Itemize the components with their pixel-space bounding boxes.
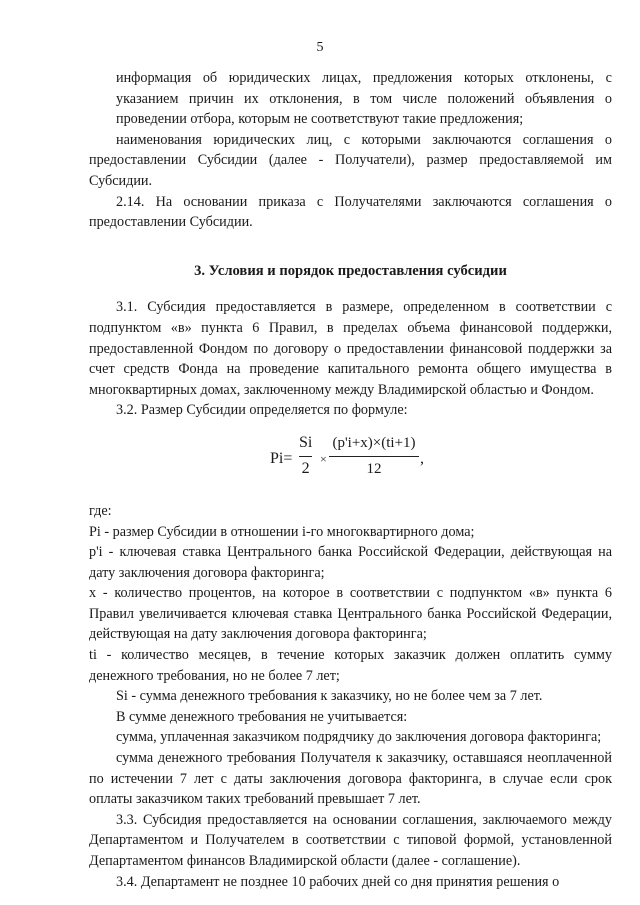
definition: Si - сумма денежного требования к заказчику, но не более чем за 7 лет. xyxy=(116,688,543,705)
paragraph: сумма денежного требования Получателя к заказчику, оставшаяся неоплаченной по истечении 7 лет с даты заключения договора факторинга, в случае если срок оплаты заказчиком таких требований превышает 7 лет. xyxy=(89,750,612,808)
definition: Pi - размер Субсидии в отношении i-го многоквартирного дома; xyxy=(89,523,475,540)
section-heading: 3. Условия и порядок предоставления субсидии xyxy=(194,262,507,279)
paragraph: 3.3. Субсидия предоставляется на основании соглашения, заключаемого между Департаментом и Получателем в соответствии с типовой формой, установленной Департаментом финансов Владимирской области (далее - соглашение). xyxy=(89,811,612,869)
paragraph: сумма, уплаченная заказчиком подрядчику до заключения договора факторинга; xyxy=(116,729,602,746)
page-number: 5 xyxy=(316,40,324,55)
subsidy-formula xyxy=(116,427,612,495)
formula-times: × xyxy=(320,451,327,466)
paragraph: наименования юридических лиц, с которыми заключаются соглашения о предоставлении Субсидии (далее - Получатели), размер предоставляемой им Субсидии. xyxy=(89,131,612,189)
formula-numerator-2: (p'i+x)×(ti+1) xyxy=(332,434,416,451)
formula-comma: , xyxy=(420,449,424,467)
formula-numerator-1: Si xyxy=(299,433,313,451)
formula-lhs: Pi= xyxy=(270,449,293,467)
definition: ti - количество месяцев, в течение которых заказчик должен оплатить сумму денежного требования, но не более 7 лет; xyxy=(89,647,612,684)
paragraph: 3.1. Субсидия предоставляется в размере, определенном в соответствии с подпунктом «в» пункта 6 Правил, в пределах объема финансовой поддержки, предоставленной Фондом по договору о предоставлении финансовой поддержки за счет средств Фонда на проведение капитального ремонта общего имущества в многоквартирных домах, заключенному между Владимирской областью и Фондом. xyxy=(89,299,612,398)
paragraph: 2.14. На основании приказа с Получателями заключаются соглашения о предоставлении Субсидии. xyxy=(89,193,612,231)
formula-fraction-1 xyxy=(299,433,312,479)
fraction-bar xyxy=(299,456,312,457)
fraction-bar xyxy=(329,456,419,457)
document-body xyxy=(89,68,612,892)
where-label: где: xyxy=(89,502,112,519)
formula-fraction-2 xyxy=(329,433,419,479)
paragraph: 3.2. Размер Субсидии определяется по формуле: xyxy=(116,402,408,419)
definition: x - количество процентов, на которое в соответствии с подпунктом «в» пункта 6 Правил увеличивается ключевая ставка Центрального банка Российской Федерации, действующая на дату заключения договора факторинга; xyxy=(89,585,612,643)
definition: p'i - ключевая ставка Центрального банка Российской Федерации, действующая на дату заключения договора факторинга; xyxy=(89,544,612,581)
formula-denominator-1: 2 xyxy=(301,459,310,477)
paragraph: 3.4. Департамент не позднее 10 рабочих дней со дня принятия решения о xyxy=(116,873,560,890)
formula-denominator-2: 12 xyxy=(366,460,382,477)
paragraph: В сумме денежного требования не учитывается: xyxy=(116,708,408,725)
paragraph: информация об юридических лицах, предложения которых отклонены, с указанием причин их отклонения, в том числе положений объявления о проведении отбора, которым не соответствуют такие предложения; xyxy=(116,70,612,128)
